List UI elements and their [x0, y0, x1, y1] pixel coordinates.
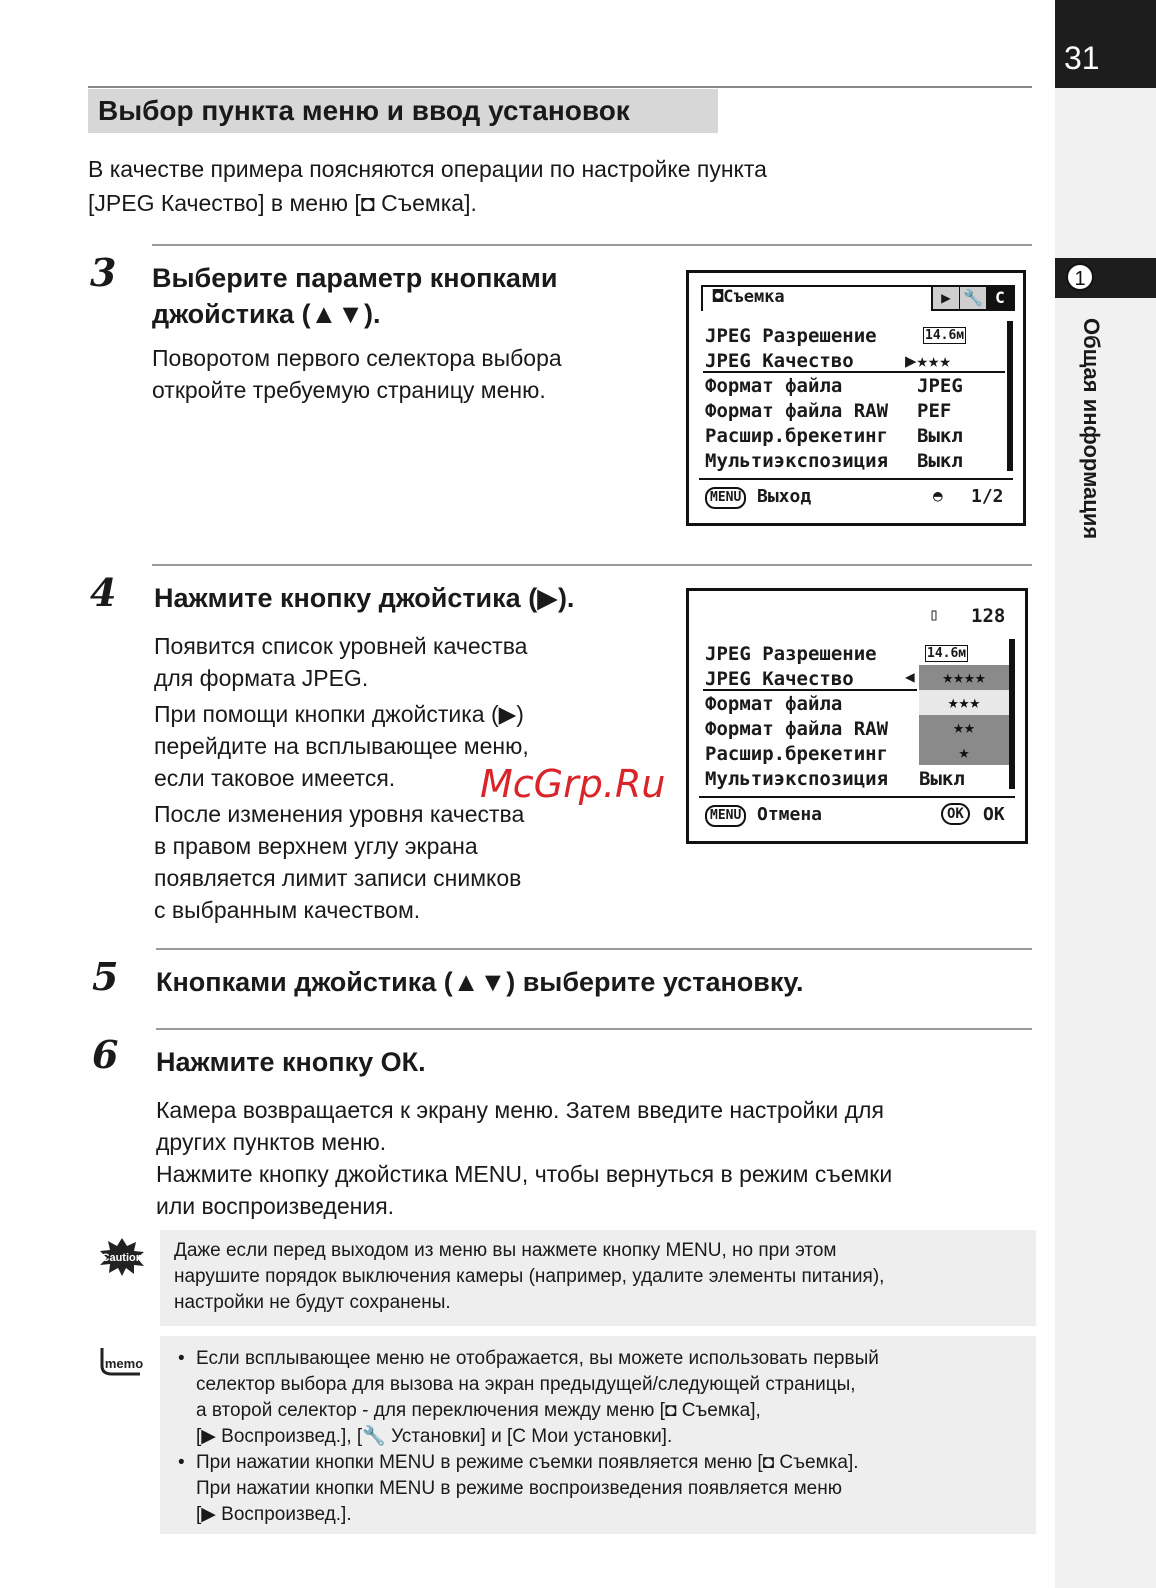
arrow-left-icon: ◀ — [905, 667, 915, 686]
menu-row: Формат файла RAW — [705, 400, 889, 422]
chapter-label: Общая информация — [1079, 318, 1104, 540]
footer-label: Выход — [757, 486, 812, 507]
menu-tab-title: ◘Съемка — [713, 287, 785, 307]
step-number: 5 — [92, 954, 119, 999]
menu-row-value: PEF — [917, 400, 952, 422]
dial-icon: ◓ — [933, 486, 943, 505]
step-rule — [156, 1028, 1032, 1030]
custom-tab-icon: C — [987, 287, 1013, 309]
step-body: Камера возвращается к экрану меню. Затем введите настройки для других пунктов меню. Нажмите кнопку джойстика MENU, чтобы вернуться в режим съемки или воспроизведения. — [156, 1097, 893, 1219]
caution-text: Даже если перед выходом из меню вы нажмете кнопку MENU, но при этом нарушите порядок выключения камеры (например, удалите элементы питания), настройки не будут сохранены. — [174, 1240, 885, 1313]
step-rule — [156, 948, 1032, 950]
menu-row-value: Выкл — [917, 450, 963, 472]
menu-row: Формат файла — [705, 693, 843, 715]
popup-option-selected: ★★★ — [919, 690, 1009, 715]
wrench-tab-icon: 🔧 — [960, 287, 987, 309]
popup-option: ★ — [958, 742, 970, 763]
svg-text:memo: memo — [104, 1356, 144, 1371]
camera-screen-popup — [686, 588, 1028, 844]
step-title: Нажмите кнопку джойстика (▶). — [154, 583, 575, 613]
menu-row: Формат файла — [705, 375, 843, 397]
step-number: 3 — [90, 250, 117, 295]
camera-icon: ◘ — [713, 287, 724, 307]
svg-text:Caution: Caution — [101, 1252, 143, 1264]
footer-label: Отмена — [757, 804, 823, 825]
menu-row: Мультиэкспозиция — [705, 450, 889, 472]
menu-row-selected: JPEG Качество — [705, 668, 854, 690]
caution-icon — [96, 1236, 148, 1276]
step-rule — [152, 564, 1032, 566]
menu-tabs — [931, 285, 1015, 311]
step-title: Кнопками джойстика (▲▼) выберите установку. — [156, 967, 804, 997]
intro-paragraph: В качестве примера поясняются операции по настройке пункта [JPEG Качество] в меню [◘ Съемка]. — [88, 156, 767, 216]
menu-row: Формат файла RAW — [705, 718, 889, 740]
menu-row-value: Выкл — [917, 425, 963, 447]
ok-label: OK — [983, 804, 1005, 825]
scrollbar — [1007, 321, 1013, 471]
page-indicator: 1/2 — [971, 486, 1004, 507]
menu-row-value: 14.6м — [927, 646, 967, 661]
header-rule — [88, 86, 1032, 88]
menu-row-selected: JPEG Качество — [705, 350, 854, 372]
side-strip — [1055, 0, 1156, 1588]
watermark: McGrp.Ru — [480, 762, 666, 806]
popup-option: ★★★★ — [942, 667, 986, 688]
menu-row: JPEG Разрешение — [705, 325, 877, 347]
quality-popup — [919, 665, 1009, 765]
memo-text — [174, 1346, 1034, 1528]
camera-screen-menu — [686, 270, 1026, 526]
section-title: Выбор пункта меню и ввод установок — [98, 95, 630, 126]
step-title: Нажмите кнопку ОК. — [156, 1047, 426, 1077]
menu-row-value: ▶★★★ — [905, 350, 951, 372]
menu-row-value: Выкл — [919, 768, 965, 790]
memory-card-icon: ▯ — [929, 605, 940, 625]
page-number: 31 — [1064, 40, 1100, 76]
menu-row: Расшир.брекетинг — [705, 425, 889, 447]
step-body: Появится список уровней качества для формата JPEG. При помощи кнопки джойстика (▶) перейдите на всплывающее меню, если таковое имеется. После изменения уровня качества в правом верхнем углу экрана появляется лимит записи снимков с выбранным качеством. — [154, 633, 529, 923]
step-number: 6 — [92, 1032, 119, 1077]
step-title: Выберите параметр кнопками джойстика (▲▼). — [152, 263, 558, 329]
popup-option: ★★ — [953, 717, 975, 738]
step-rule — [152, 244, 1032, 246]
memo-icon — [96, 1344, 148, 1384]
camera-icon: ◘ — [360, 190, 375, 216]
memo-bullet: • При нажатии кнопки MENU в режиме съемки появляется меню [◘ Съемка]. При нажатии кнопки MENU в режиме воспроизведения появляется меню [▶ Воспроизвед.]. — [174, 1450, 1034, 1528]
chapter-number: 1 — [1066, 263, 1094, 291]
menu-button-icon: MENU — [705, 487, 746, 509]
menu-row-value: JPEG — [917, 375, 963, 397]
scrollbar — [1009, 639, 1015, 789]
playback-tab-icon: ▶ — [933, 287, 960, 309]
menu-row: Мультиэкспозиция — [705, 768, 889, 790]
step-number: 4 — [90, 570, 117, 615]
menu-row-value: 14.6м — [925, 328, 965, 343]
step-body: Поворотом первого селектора выбора откройте требуемую страницу меню. — [152, 345, 562, 403]
menu-row: Расшир.брекетинг — [705, 743, 889, 765]
menu-button-icon: MENU — [705, 805, 746, 827]
menu-row: JPEG Разрешение — [705, 643, 877, 665]
memo-bullet: • Если всплывающее меню не отображается, вы можете использовать первый селектор выбора для вызова на экран предыдущей/следующей страницы, а второй селектор - для переключения между меню [◘ Съемка], [▶ Воспроизвед.], [🔧 Установки] и [C Мои установки]. — [174, 1346, 1034, 1450]
ok-button-icon: OK — [941, 803, 970, 825]
shots-remaining: 128 — [971, 605, 1006, 627]
